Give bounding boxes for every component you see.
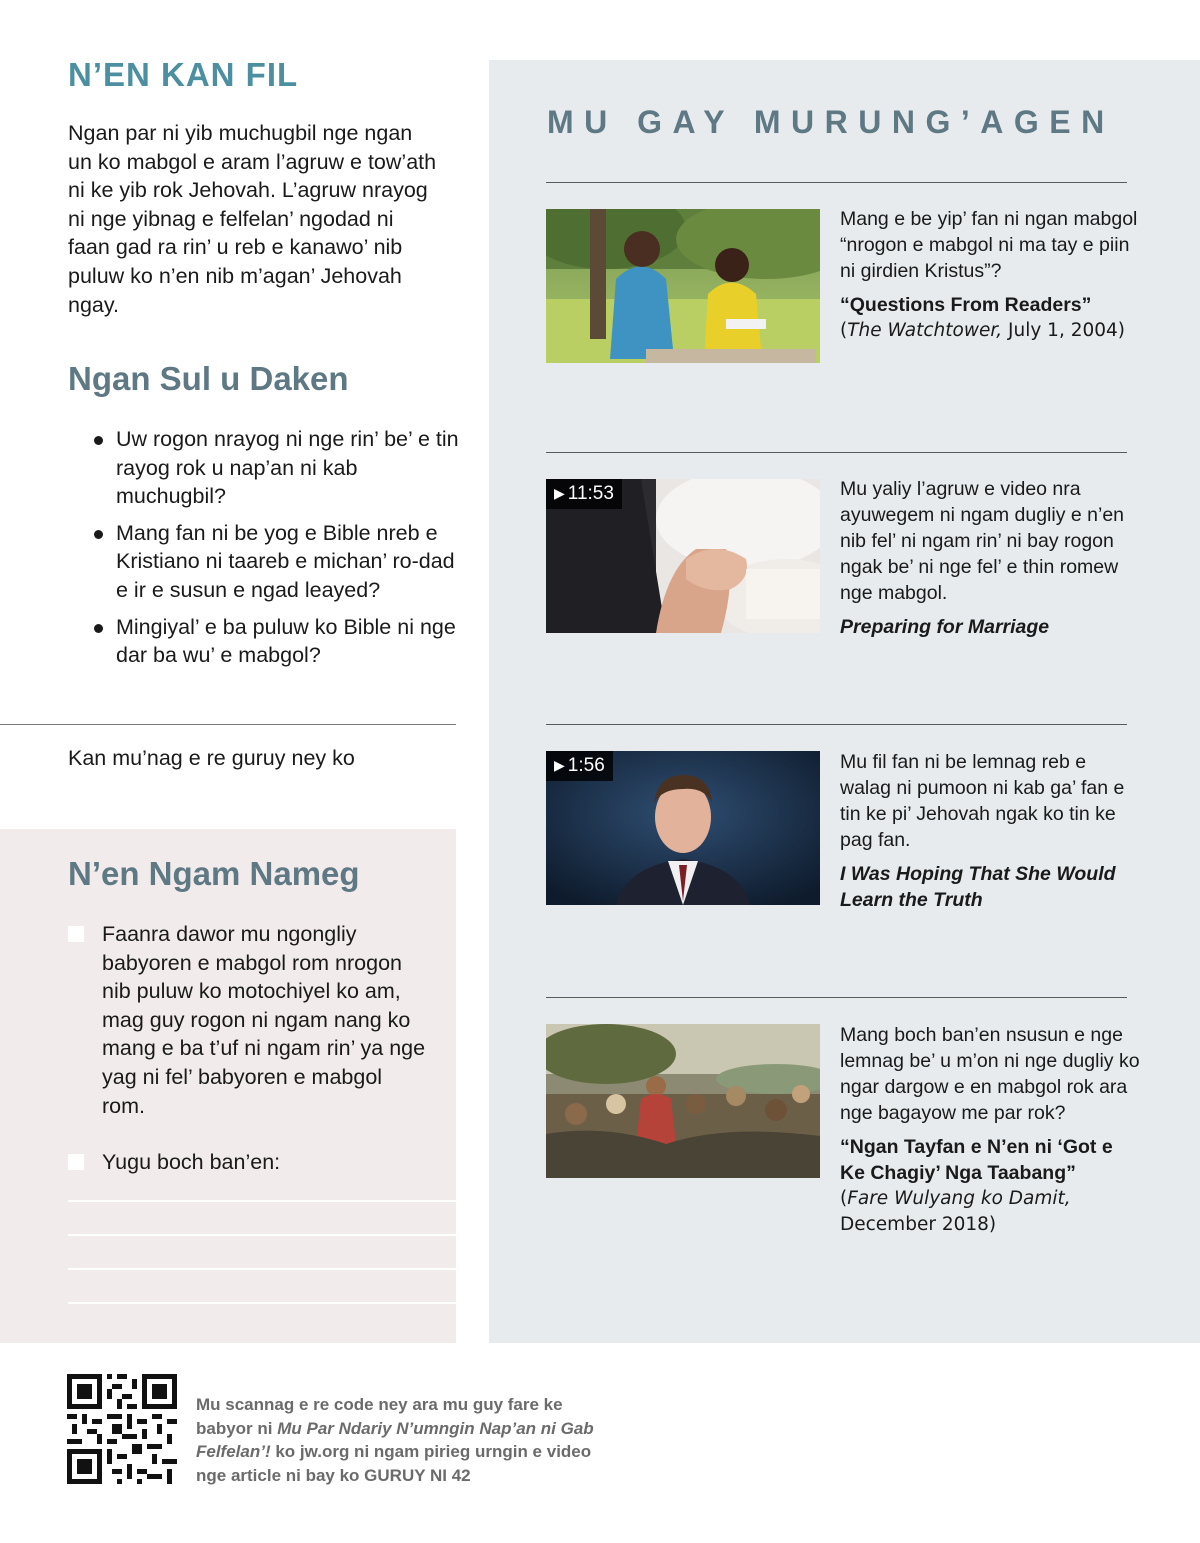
article-source: (Fare Wulyang ko Damit, December 2018)	[840, 1188, 1071, 1235]
couple-reading-image	[546, 209, 820, 363]
further-study-panel	[489, 60, 1200, 1343]
write-line[interactable]	[68, 1200, 456, 1202]
questions-heading: Ngan Sul u Daken	[68, 360, 349, 397]
video-description: Mu yaliy l’agruw e video nra ayuwegem ni ngam dugliy e n’en nib fel’ ni ngam rin’ ni bay rogon ngak be’ ni nge fel’ e thin romew nge mabgol.	[840, 478, 1125, 604]
write-line[interactable]	[68, 1268, 456, 1270]
video-duration: ▶ 11:53	[546, 479, 622, 509]
video-thumbnail[interactable]	[546, 751, 820, 905]
divider	[546, 997, 1127, 998]
video-text	[840, 476, 1140, 640]
divider	[0, 724, 456, 725]
goal-checkbox[interactable]	[68, 926, 84, 942]
video-text	[840, 749, 1140, 913]
footer-note: Mu scannag e re code ney ara mu guy fare ke babyor ni Mu Par Ndariy N’umngin Nap’an ni Gab Felfelan’! ko jw.org ni ngam pirieg urngin e video nge article ni bay ko GURUY NI 42	[196, 1395, 594, 1485]
crowd-scene-image	[546, 1024, 820, 1178]
question-item: Mang fan ni be yog e Bible nreb e Kristiano ni taareb e michan’ ro-dad e ir e susun e ngad leayed?	[88, 519, 464, 605]
article-thumbnail[interactable]	[546, 209, 820, 363]
goals-heading: N’en Ngam Nameg	[68, 855, 360, 892]
qr-code-icon[interactable]	[67, 1374, 177, 1484]
goal-text: Yugu boch ban’en:	[102, 1150, 281, 1174]
review-label: Kan mu’nag e re guruy ney ko	[68, 746, 355, 770]
play-icon: ▶	[554, 757, 565, 773]
video-thumbnail[interactable]	[546, 479, 820, 633]
article-text	[840, 1022, 1140, 1238]
video-description: Mu fil fan ni be lemnag reb e walag ni pumoon ni kab ga’ fan e tin ke pi’ Jehovah ngak ko tin ke pag fan.	[840, 751, 1125, 851]
article-title[interactable]: “Ngan Tayfan e N’en ni ‘Got e Ke Chagiy’ Nga Taabang”	[840, 1136, 1113, 1184]
goal-checkbox[interactable]	[68, 1154, 84, 1170]
article-text	[840, 206, 1140, 344]
write-line[interactable]	[68, 1302, 456, 1304]
video-duration: ▶ 1:56	[546, 751, 613, 781]
goal-text: Faanra dawor mu ngongliy babyoren e mabgol rom nrogon nib puluw ko motochiyel ko am, mag guy rogon ni ngam nang ko mang e ba t’uf ni ngam rin’ ya nge yag ni fel’ babyoren e mabgol rom.	[102, 922, 426, 1118]
goal-item	[68, 920, 428, 1120]
video-title[interactable]: Preparing for Marriage	[840, 616, 1050, 638]
article-description: Mang e be yip’ fan ni ngan mabgol “nrogon e mabgol ni ma tay e piin ni girdien Kristus”?	[840, 208, 1138, 282]
article-thumbnail[interactable]	[546, 1024, 820, 1178]
panel-heading: MU GAY MURUNG’AGEN	[547, 104, 1115, 140]
article-source: (The Watchtower, July 1, 2004)	[840, 320, 1126, 341]
article-title[interactable]: “Questions From Readers”	[840, 294, 1092, 316]
question-list	[88, 425, 464, 678]
play-icon: ▶	[554, 485, 565, 501]
question-item: Uw rogon nrayog ni nge rin’ be’ e tin rayog rok u nap’an ni kab muchugbil?	[88, 425, 464, 511]
divider	[546, 182, 1127, 183]
intro-paragraph: Ngan par ni yib muchugbil nge ngan un ko mabgol e aram l’agruw e tow’ath ni ke yib rok Jehovah. L’agruw nrayog ni nge yibnag e felfelan’ ngodad ni faan gad ra rin’ u reb e kanawo’ nib puluw ko n’en nib m’agan’ Jehovah ngay.	[68, 121, 437, 317]
video-title[interactable]: I Was Hoping That She Would Learn the Truth	[840, 863, 1116, 911]
question-item: Mingiyal’ e ba puluw ko Bible ni nge dar ba wu’ e mabgol?	[88, 613, 464, 670]
divider	[546, 452, 1127, 453]
goals-box	[0, 829, 456, 1343]
section-heading-main: N’EN KAN FIL	[68, 56, 299, 93]
goal-item	[68, 1148, 428, 1177]
write-line[interactable]	[68, 1234, 456, 1236]
article-description: Mang boch ban’en nsusun e nge lemnag be’ u m’on ni nge dugliy ko ngar dargow e en mabgol rok ara nge bagayow me par rok?	[840, 1024, 1140, 1124]
divider	[546, 724, 1127, 725]
